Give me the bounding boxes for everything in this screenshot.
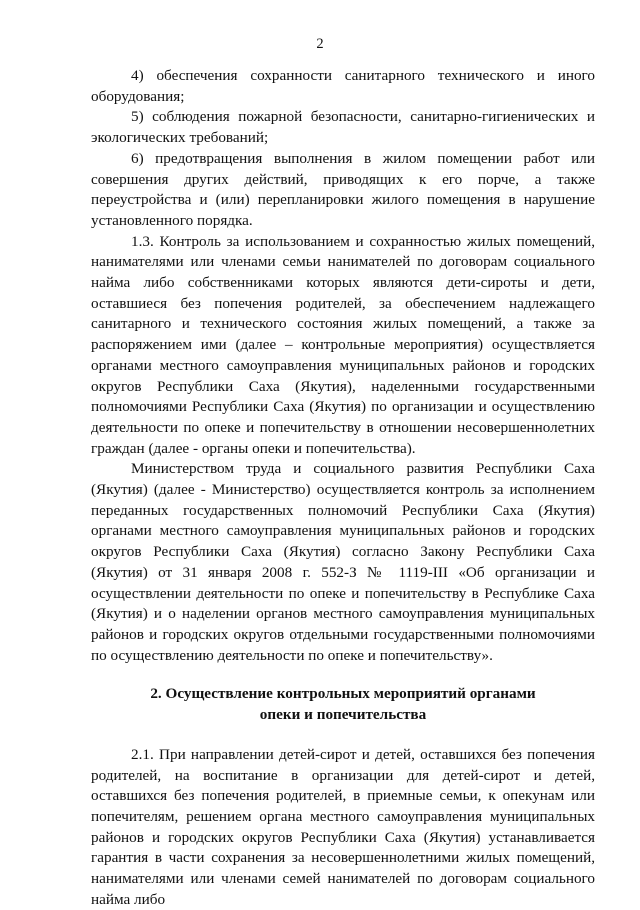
section-heading-line-1: 2. Осуществление контрольных мероприятий органами bbox=[150, 685, 536, 703]
paragraph-2-1: 2.1. При направлении детей-сирот и детей, оставшихся без попечения родителей, на воспитание в организации для детей-сирот и детей, оставшихся без попечения родителей, в приемные семьи, к опекунам или попечителям, решением органа местного самоуправления муниципальных районов и городских округов Республики Саха (Якутия) устанавливается гарантия в части сохранения за несовершеннолетними жилых помещений, нанимателями или членами семей нанимателей по договорам социального найма либо bbox=[91, 745, 595, 908]
document-body bbox=[91, 66, 595, 910]
page-number: 2 bbox=[316, 36, 324, 52]
section-2-heading bbox=[91, 684, 595, 725]
paragraph-1-3: 1.3. Контроль за использованием и сохранностью жилых помещений, нанимателями или членами семьи нанимателей по договорам социального найма либо собственниками которых являются дети-сироты и дети, оставшиеся без попечения родителей, за обеспечением надлежащего санитарного и технического состояния жилых помещений, а также за распоряжением ими (далее – контрольные мероприятия) осуществляется органами местного самоуправления муниципальных районов и городских округов Республики Саха (Якутия), наделенными государственными полномочиями Республики Саха (Якутия) по организации и осуществлению деятельности по опеке и попечительству в отношении несовершеннолетних граждан (далее - органы опеки и попечительства). bbox=[91, 232, 595, 457]
list-item-5: 5) соблюдения пожарной безопасности, санитарно-гигиенических и экологических требований; bbox=[91, 108, 595, 147]
paragraph-ministry: Министерством труда и социального развития Республики Саха (Якутия) (далее - Министерство) осуществляется контроль за исполнением переданных государственных полномочий Республики Саха (Якутия) органами местного самоуправления муниципальных районов и городских округов Республики Саха (Якутия) согласно Закону Республики Саха (Якутия) от 31 января 2008 г. 552-З № 1119-III «Об организации и осуществлении деятельности по опеке и попечительству в Республике Саха (Якутия) и о наделении органов местного самоуправления муниципальных районов и городских округов отдельными государственными полномочиями по осуществлению деятельности по опеке и попечительству». bbox=[91, 460, 595, 664]
list-item-6: 6) предотвращения выполнения в жилом помещении работ или совершения других действий, приводящих к его порче, а также переустройства и (или) перепланировки жилого помещения в нарушение установленного порядка. bbox=[91, 149, 595, 229]
heading-spacer bbox=[91, 726, 595, 745]
section-heading-line-2: опеки и попечительства bbox=[259, 706, 427, 724]
list-item-4: 4) обеспечения сохранности санитарного технического и иного оборудования; bbox=[91, 67, 595, 105]
